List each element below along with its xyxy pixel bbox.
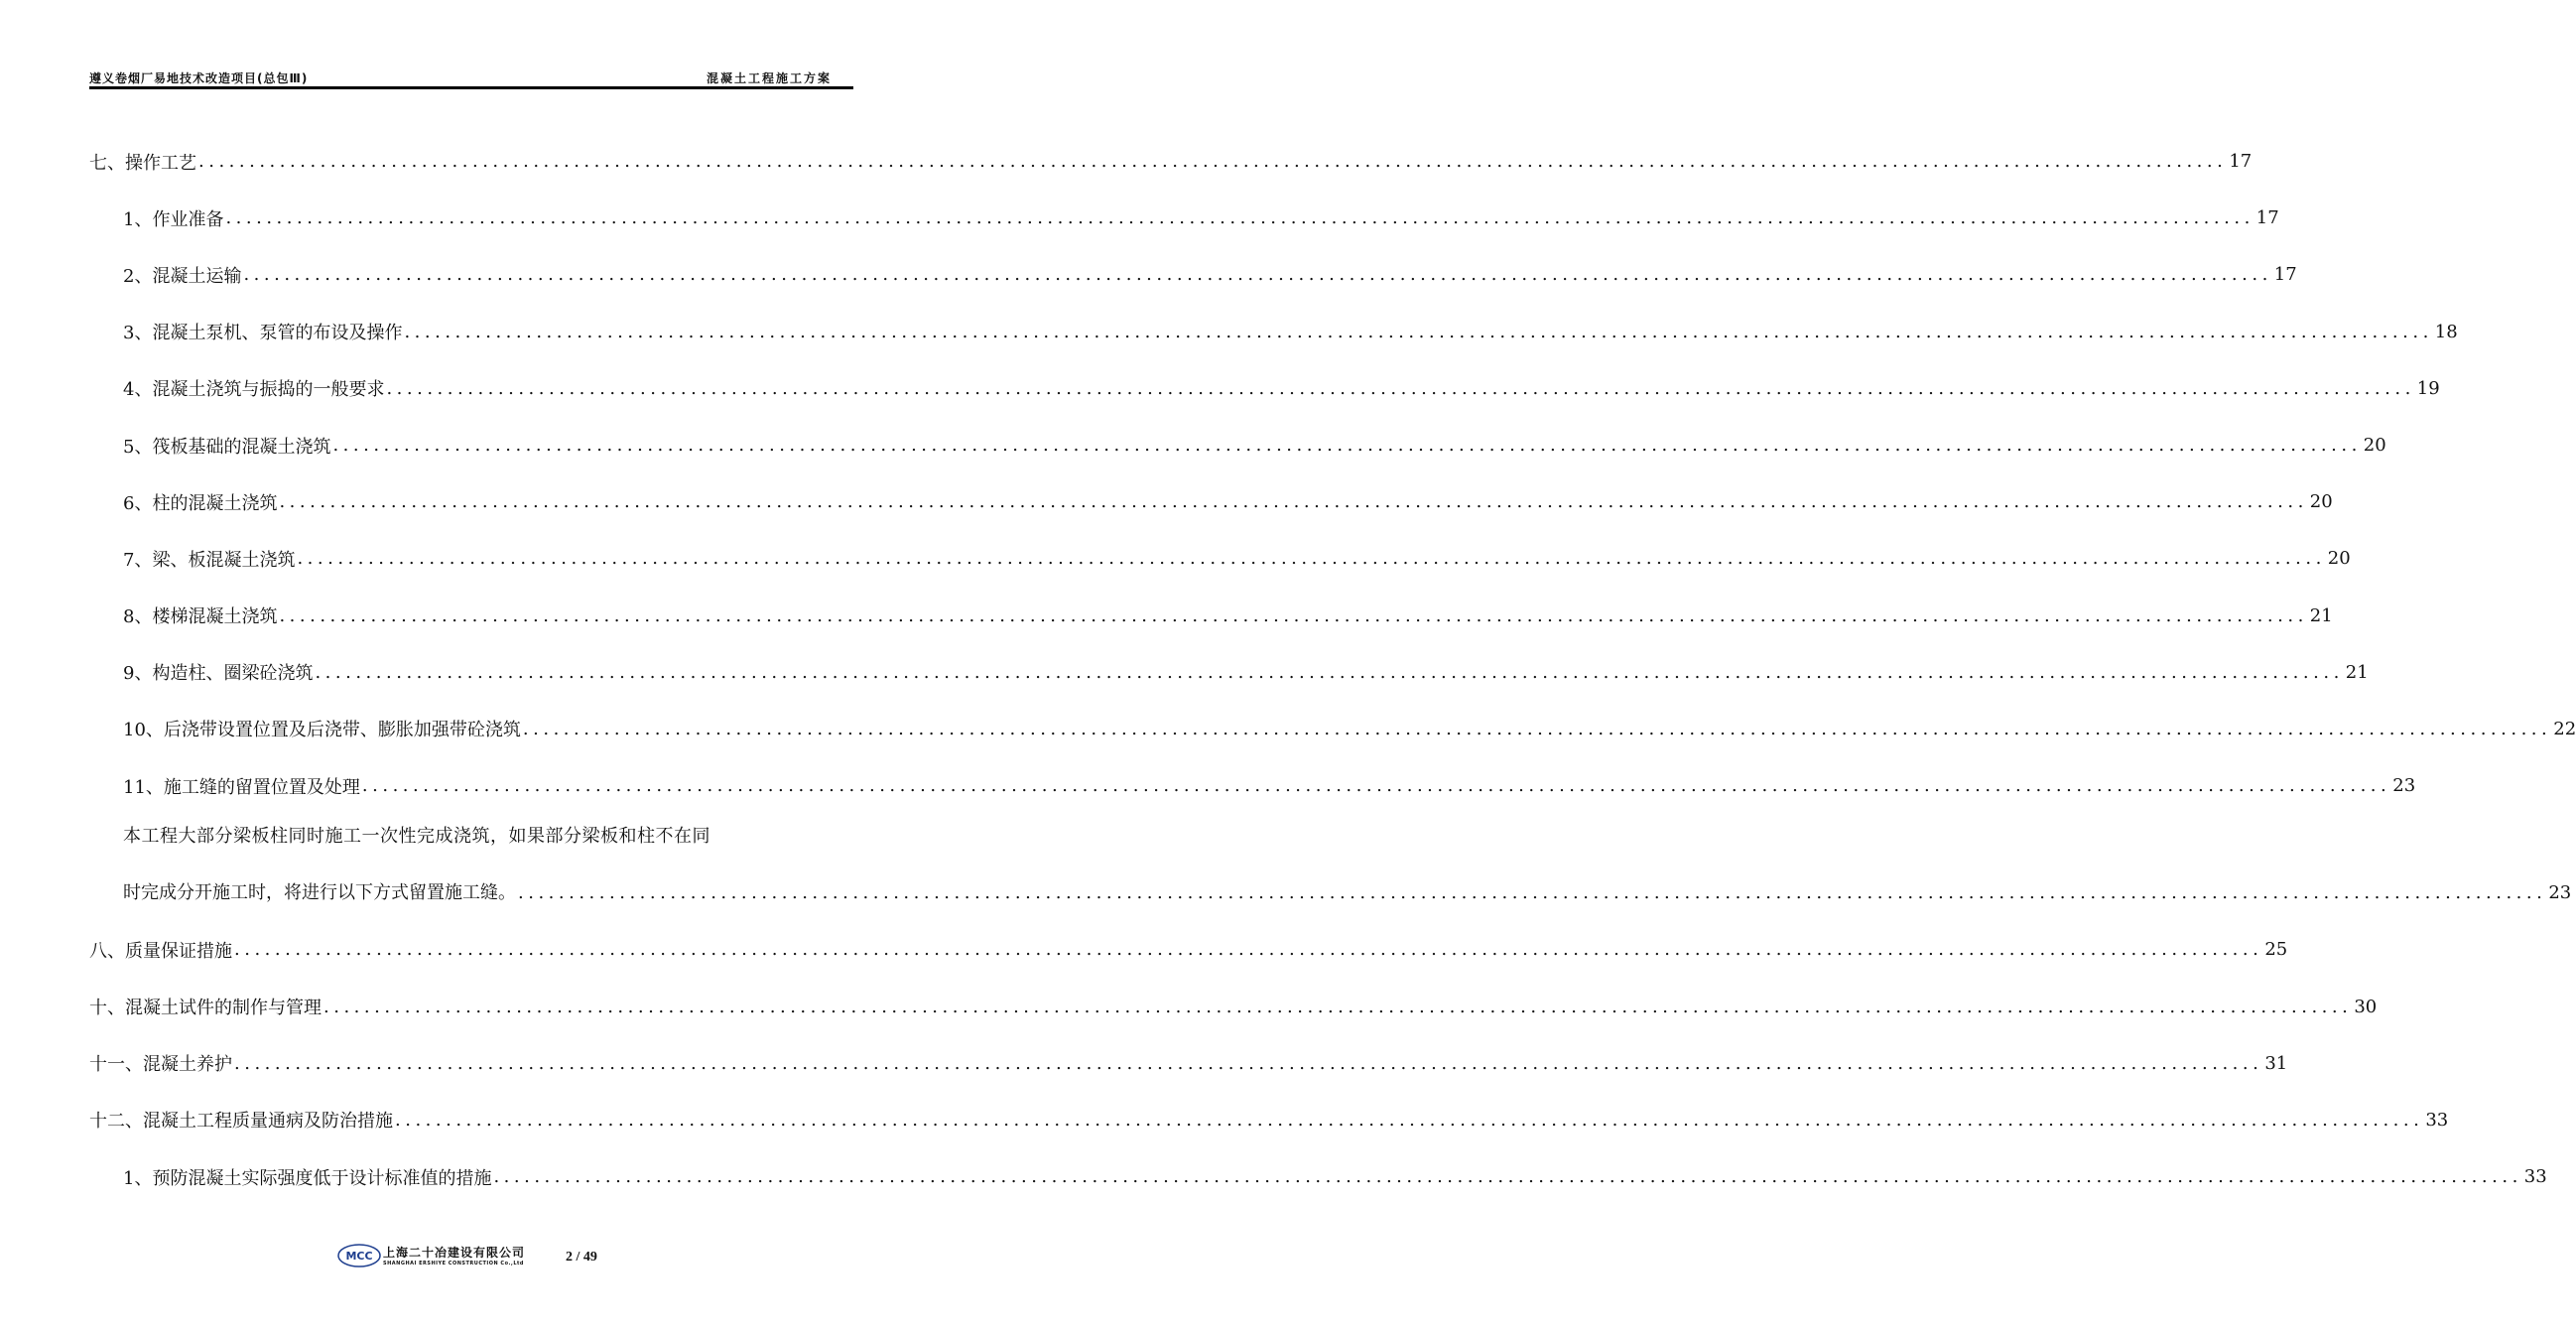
page-header bbox=[89, 66, 853, 87]
page-number: 2 / 49 bbox=[566, 1250, 597, 1265]
toc-entry-label: 十、混凝土试件的制作与管理 bbox=[89, 998, 322, 1019]
toc-entry-label: 6、柱的混凝土浇筑 bbox=[123, 492, 278, 514]
toc-entry[interactable] bbox=[89, 530, 2351, 587]
toc-entry-label: 八、质量保证措施 bbox=[89, 940, 232, 962]
toc-entry[interactable] bbox=[89, 921, 2288, 978]
toc-entry-paragraph[interactable] bbox=[89, 808, 2572, 921]
toc-leader-dots: ........................................................................................................................................................................................................ bbox=[332, 435, 2362, 457]
toc-entry[interactable] bbox=[89, 417, 2386, 473]
toc-entry[interactable] bbox=[89, 473, 2333, 530]
toc-entry-page: 22 bbox=[2553, 718, 2576, 739]
toc-entry[interactable] bbox=[89, 1035, 2288, 1092]
toc-entry-label: 1、作业准备 bbox=[123, 208, 224, 230]
toc-entry-page: 33 bbox=[2425, 1109, 2449, 1131]
mcc-logo-icon bbox=[337, 1244, 381, 1267]
toc-entry-page: 30 bbox=[2354, 996, 2378, 1017]
toc-entry[interactable] bbox=[89, 644, 2369, 701]
toc-entry-page: 21 bbox=[2345, 661, 2369, 683]
toc-leader-dots: ........................................................................................................................................................................................................ bbox=[315, 661, 2344, 683]
toc-leader-dots: ........................................................................................................................................................................................................ bbox=[234, 939, 2263, 961]
toc-leader-dots: ........................................................................................................................................................................................................ bbox=[225, 207, 2254, 229]
toc-entry-label: 2、混凝土运输 bbox=[123, 265, 242, 287]
toc-entry[interactable] bbox=[89, 360, 2440, 417]
toc-entry[interactable] bbox=[89, 1148, 2547, 1205]
toc-entry-page: 20 bbox=[2363, 435, 2386, 457]
toc-entry-page: 31 bbox=[2264, 1052, 2288, 1074]
toc-paragraph-line2-text: 时完成分开施工时，将进行以下方式留置施工缝。 bbox=[123, 882, 516, 904]
toc-entry[interactable] bbox=[89, 757, 2416, 814]
company-name bbox=[383, 1244, 525, 1267]
toc-entry-page: 20 bbox=[2309, 491, 2333, 513]
toc-leader-dots: ........................................................................................................................................................................................................ bbox=[198, 151, 2228, 173]
logo-text: MCC bbox=[345, 1250, 373, 1263]
toc-entry-page: 20 bbox=[2327, 548, 2351, 570]
header-project-title: 遵义卷烟厂易地技术改造项目(总包Ⅲ) bbox=[89, 71, 309, 85]
toc-entry-label: 1、预防混凝土实际强度低于设计标准值的措施 bbox=[123, 1167, 492, 1189]
toc-entry[interactable] bbox=[89, 304, 2458, 360]
toc-entry-page: 23 bbox=[2392, 775, 2416, 797]
toc-leader-dots: ........................................................................................................................................................................................................ bbox=[279, 604, 2308, 626]
toc-entry-label: 11、施工缝的留置位置及处理 bbox=[123, 776, 360, 798]
toc-paragraph-line2 bbox=[89, 865, 2572, 921]
toc-entry[interactable] bbox=[89, 133, 2253, 190]
header-rule bbox=[89, 86, 853, 89]
toc-leader-dots: ........................................................................................................................................................................................................ bbox=[297, 548, 2326, 570]
toc-leader-dots: ........................................................................................................................................................................................................ bbox=[404, 321, 2433, 342]
toc-leader-dots: ........................................................................................................................................................................................................ bbox=[518, 882, 2547, 904]
toc-leader-dots: ........................................................................................................................................................................................................ bbox=[522, 718, 2552, 739]
toc-entry[interactable] bbox=[89, 190, 2279, 246]
toc-entry[interactable] bbox=[89, 1092, 2449, 1148]
toc-entry-label: 十二、混凝土工程质量通病及防治措施 bbox=[89, 1111, 393, 1133]
toc-entry-label: 8、楼梯混凝土浇筑 bbox=[123, 606, 278, 628]
toc-entry-label: 3、混凝土泵机、泵管的布设及操作 bbox=[123, 323, 403, 344]
toc-entry[interactable] bbox=[89, 246, 2297, 303]
toc-entry-page: 18 bbox=[2434, 321, 2458, 342]
toc-entry-page: 19 bbox=[2416, 377, 2440, 399]
toc-leader-dots: ........................................................................................................................................................................................................ bbox=[323, 996, 2353, 1017]
toc-leader-dots: ........................................................................................................................................................................................................ bbox=[234, 1052, 2263, 1074]
toc-leader-dots: ........................................................................................................................................................................................................ bbox=[279, 491, 2308, 513]
page-footer bbox=[337, 1244, 635, 1273]
toc-entry-page: 17 bbox=[2229, 151, 2253, 173]
company-name-cn: 上海二十冶建设有限公司 bbox=[383, 1246, 526, 1260]
page-current: 2 bbox=[566, 1250, 573, 1265]
header-document-title: 混凝土工程施工方案 bbox=[706, 71, 832, 85]
toc-entry-page: 23 bbox=[2548, 882, 2572, 904]
toc-entry[interactable] bbox=[89, 588, 2333, 644]
toc-leader-dots: ........................................................................................................................................................................................................ bbox=[493, 1166, 2522, 1188]
toc-leader-dots: ........................................................................................................................................................................................................ bbox=[243, 264, 2272, 286]
page-total: 49 bbox=[582, 1250, 597, 1265]
toc-entry-label: 4、混凝土浇筑与振捣的一般要求 bbox=[123, 379, 385, 401]
toc-entry[interactable] bbox=[89, 978, 2378, 1034]
toc-entry-label: 十一、混凝土养护 bbox=[89, 1054, 232, 1076]
toc-leader-dots: ........................................................................................................................................................................................................ bbox=[361, 775, 2391, 797]
company-name-en: SHANGHAI ERSHIYE CONSTRUCTION Co.,Ltd bbox=[383, 1261, 524, 1267]
toc-entry-page: 33 bbox=[2523, 1166, 2547, 1188]
toc-entry-page: 17 bbox=[2273, 264, 2297, 286]
table-of-contents bbox=[89, 133, 2576, 1205]
toc-leader-dots: ........................................................................................................................................................................................................ bbox=[395, 1109, 2424, 1131]
toc-entry-label: 10、后浇带设置位置及后浇带、膨胀加强带砼浇筑 bbox=[123, 720, 521, 741]
toc-entry-page: 21 bbox=[2309, 604, 2333, 626]
toc-entry-label: 7、梁、板混凝土浇筑 bbox=[123, 549, 296, 571]
toc-entry-label: 5、筏板基础的混凝土浇筑 bbox=[123, 436, 331, 458]
toc-entry-page: 25 bbox=[2264, 939, 2288, 961]
toc-entry[interactable] bbox=[89, 701, 2576, 757]
toc-entry-page: 17 bbox=[2255, 207, 2279, 229]
toc-entry-label: 9、构造柱、圈梁砼浇筑 bbox=[123, 663, 314, 685]
toc-entry-label: 七、操作工艺 bbox=[89, 152, 196, 174]
toc-leader-dots: ........................................................................................................................................................................................................ bbox=[386, 377, 2415, 399]
toc-paragraph-line1: 本工程大部分梁板柱同时施工一次性完成浇筑，如果部分梁板和柱不在同 bbox=[123, 826, 710, 848]
